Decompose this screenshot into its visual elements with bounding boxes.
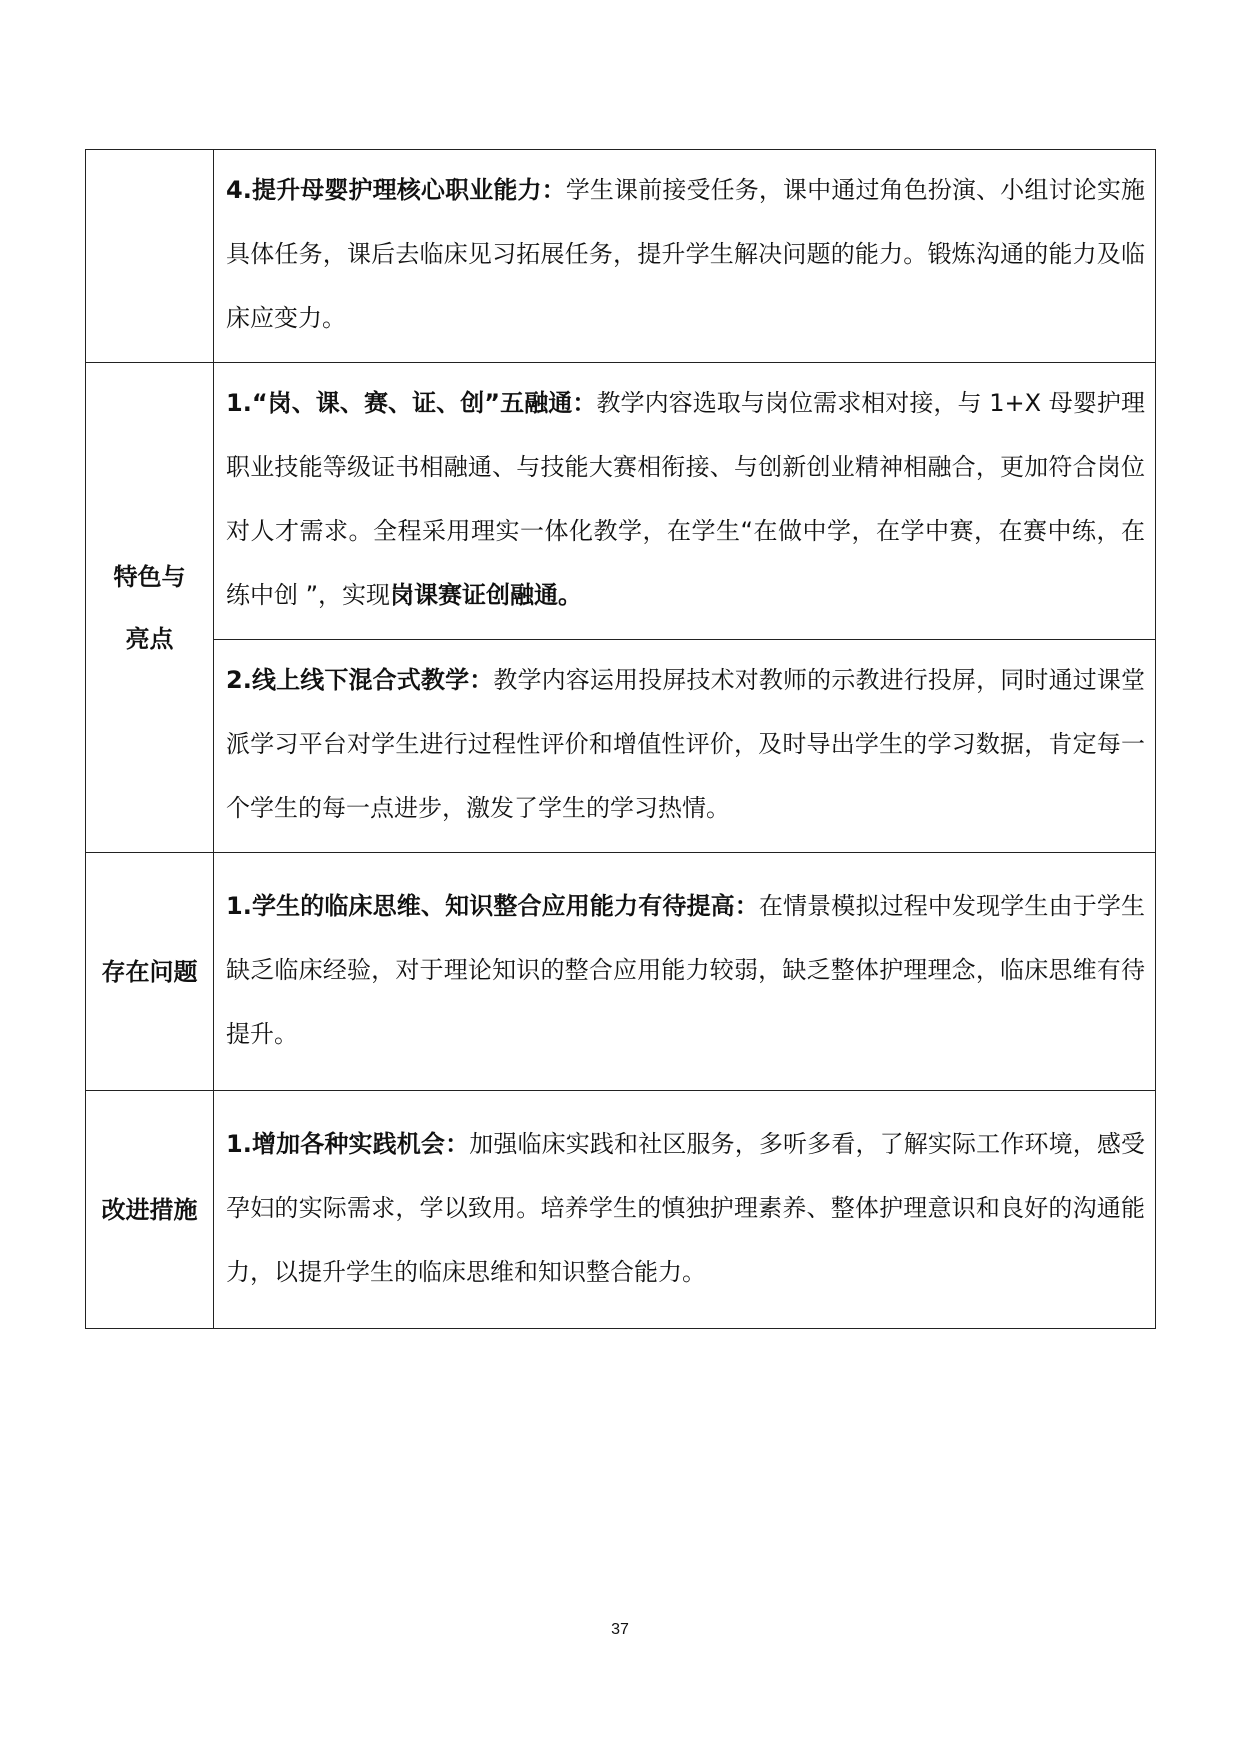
item-body: 学生课前接受任务，课中通过角色扮演、小组讨论实施具体任务，课后去临床见习拓展任务，提升学生解决问题的能力。锻炼沟通的能力及临床应变力。 — [226, 176, 1145, 332]
item-body: 教学内容选取与岗位需求相对接，与 1+X 母婴护理职业技能等级证书相融通、与技能大赛相衔接、与创新创业精神相融合，更加符合岗位对人才需求。全程采用理实一体化教学，在学生“在做中学，在学中赛，在赛中练，在练中创 ”，实现 — [226, 389, 1145, 609]
evaluation-table — [85, 149, 1156, 1329]
item-body: 教学内容运用投屏技术对教师的示教进行投屏，同时通过课堂派学习平台对学生进行过程性评价和增值性评价，及时导出学生的学习数据，肯定每一个学生的每一点进步，激发了学生的学习热情。 — [226, 666, 1145, 822]
label-line: 亮点 — [125, 624, 174, 653]
page-number: 37 — [611, 1621, 629, 1638]
content-five-integration — [214, 363, 1156, 640]
item-heading: 2.线上线下混合式教学： — [226, 666, 494, 694]
item-heading: 4.提升母婴护理核心职业能力： — [226, 176, 566, 204]
row-label-problems: 存在问题 — [86, 853, 214, 1091]
item-body: 加强临床实践和社区服务，多听多看，了解实际工作环境，感受孕妇的实际需求，学以致用。培养学生的慎独护理素养、整体护理意识和良好的沟通能力，以提升学生的临床思维和知识整合能力。 — [226, 1129, 1145, 1286]
item-heading: 1.学生的临床思维、知识整合应用能力有待提高： — [226, 891, 759, 920]
table-row-features — [86, 363, 1156, 640]
content-measures — [214, 1091, 1156, 1329]
content-problems — [214, 853, 1156, 1091]
row-label-empty — [86, 150, 214, 363]
table-row-continued — [86, 150, 1156, 363]
label-line: 特色与 — [113, 562, 186, 591]
item-heading: 1.增加各种实践机会： — [226, 1129, 470, 1158]
table-row-measures — [86, 1091, 1156, 1329]
row-label-features — [86, 363, 214, 853]
table-row-problems — [86, 853, 1156, 1091]
item-heading: 1.“岗、课、赛、证、创”五融通： — [226, 389, 597, 417]
content-blended-teaching — [214, 640, 1156, 853]
item-emphasis: 岗课赛证创融通。 — [390, 581, 583, 609]
content-core-ability — [214, 150, 1156, 363]
item-body: 在情景模拟过程中发现学生由于学生缺乏临床经验，对于理论知识的整合应用能力较弱，缺乏整体护理理念，临床思维有待提升。 — [226, 891, 1145, 1048]
table-row-features-2 — [86, 640, 1156, 853]
row-label-measures: 改进措施 — [86, 1091, 214, 1329]
